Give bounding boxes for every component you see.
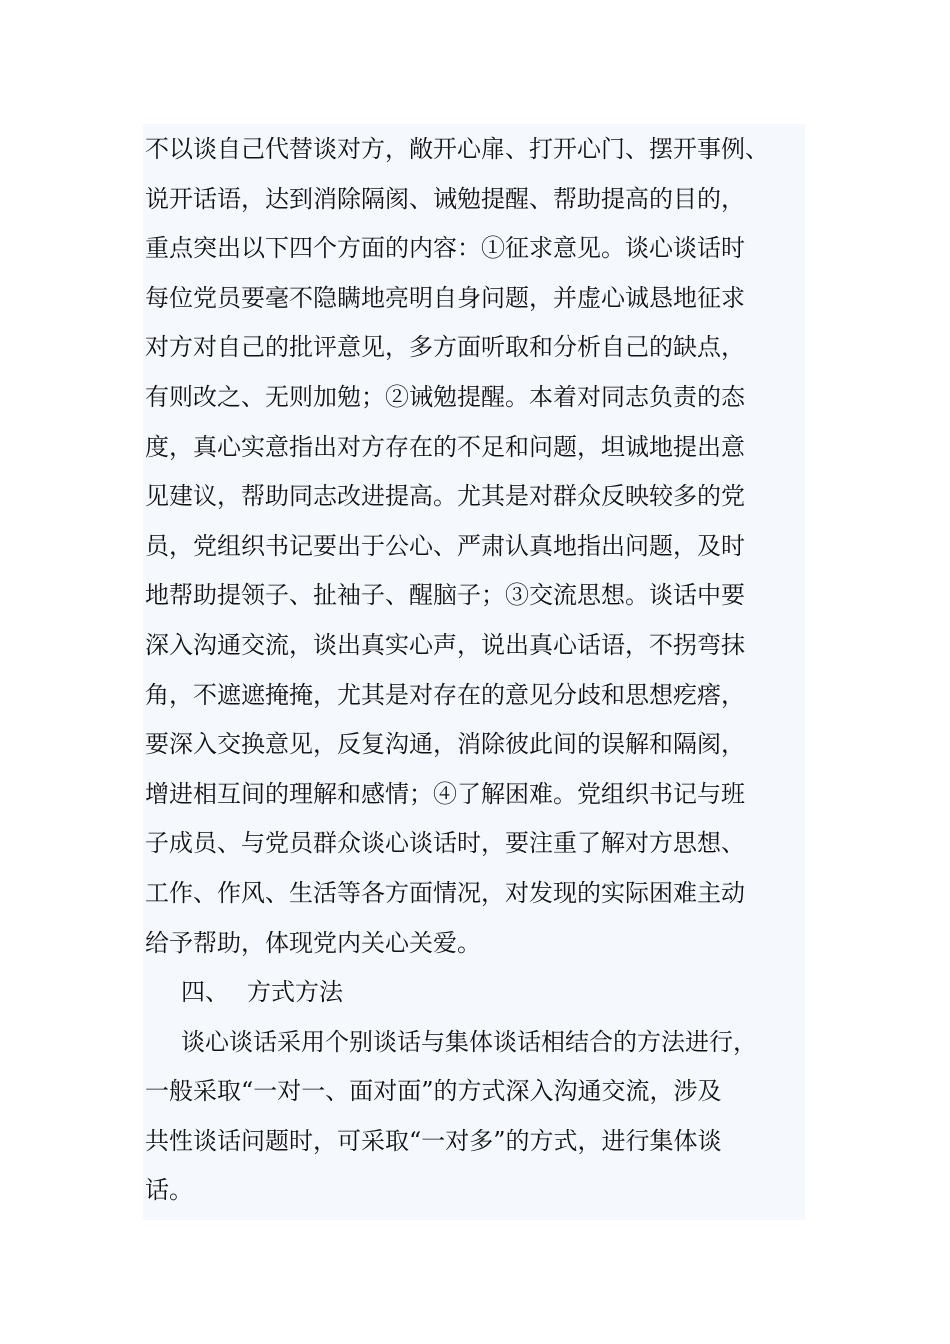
section-number: 四、 (181, 978, 229, 1007)
paragraph-line: 话。 (145, 1176, 193, 1205)
paragraph-line: 度，真心实意指出对方存在的不足和问题，坦诚地提出意 (145, 432, 745, 461)
paragraph-line: 给予帮助，体现党内关心关爱。 (145, 928, 481, 957)
section-heading (145, 968, 810, 1018)
paragraph-line: 增进相互间的理解和感情；④了解困难。党组织书记与班 (145, 779, 745, 808)
paragraph-line: 角，不遮遮掩掩，尤其是对存在的意见分歧和思想疙瘩， (145, 680, 745, 709)
document-body (145, 125, 810, 1216)
paragraph-line: 子成员、与党员群众谈心谈话时，要注重了解对方思想、 (145, 829, 745, 858)
paragraph-line: 谈心谈话采用个别谈话与集体谈话相结合的方法进行， (181, 1027, 757, 1056)
paragraph-line: 重点突出以下四个方面的内容：①征求意见。谈心谈话时 (145, 234, 745, 263)
paragraph-line: 说开话语，达到消除隔阂、诫勉提醒、帮助提高的目的， (145, 184, 745, 213)
paragraph-line: 共性谈话问题时，可采取“一对多”的方式，进行集体谈 (145, 1126, 722, 1155)
paragraph-line: 工作、作风、生活等各方面情况，对发现的实际困难主动 (145, 878, 745, 907)
paragraph-line: 地帮助提领子、扯袖子、醒脑子；③交流思想。谈话中要 (145, 581, 745, 610)
section-title: 方式方法 (247, 978, 343, 1007)
paragraph-methods (145, 1018, 810, 1216)
paragraph-line: 员，党组织书记要出于公心、严肃认真地指出问题，及时 (145, 531, 745, 560)
paragraph-line: 要深入交换意见，反复沟通，消除彼此间的误解和隔阂， (145, 730, 745, 759)
paragraph-talk-content (145, 125, 810, 968)
paragraph-line: 不以谈自己代替谈对方，敞开心扉、打开心门、摆开事例、 (145, 135, 769, 163)
paragraph-line: 有则改之、无则加勉；②诫勉提醒。本着对同志负责的态 (145, 382, 745, 411)
paragraph-line: 对方对自己的批评意见，多方面听取和分析自己的缺点， (145, 333, 745, 362)
paragraph-line: 见建议，帮助同志改进提高。尤其是对群众反映较多的党 (145, 482, 745, 511)
paragraph-line: 一般采取“一对一、面对面”的方式深入沟通交流，涉及 (145, 1077, 722, 1106)
paragraph-line: 深入沟通交流，谈出真实心声，说出真心话语，不拐弯抹 (145, 630, 745, 659)
paragraph-line: 每位党员要毫不隐瞒地亮明自身问题，并虚心诚恳地征求 (145, 283, 745, 312)
